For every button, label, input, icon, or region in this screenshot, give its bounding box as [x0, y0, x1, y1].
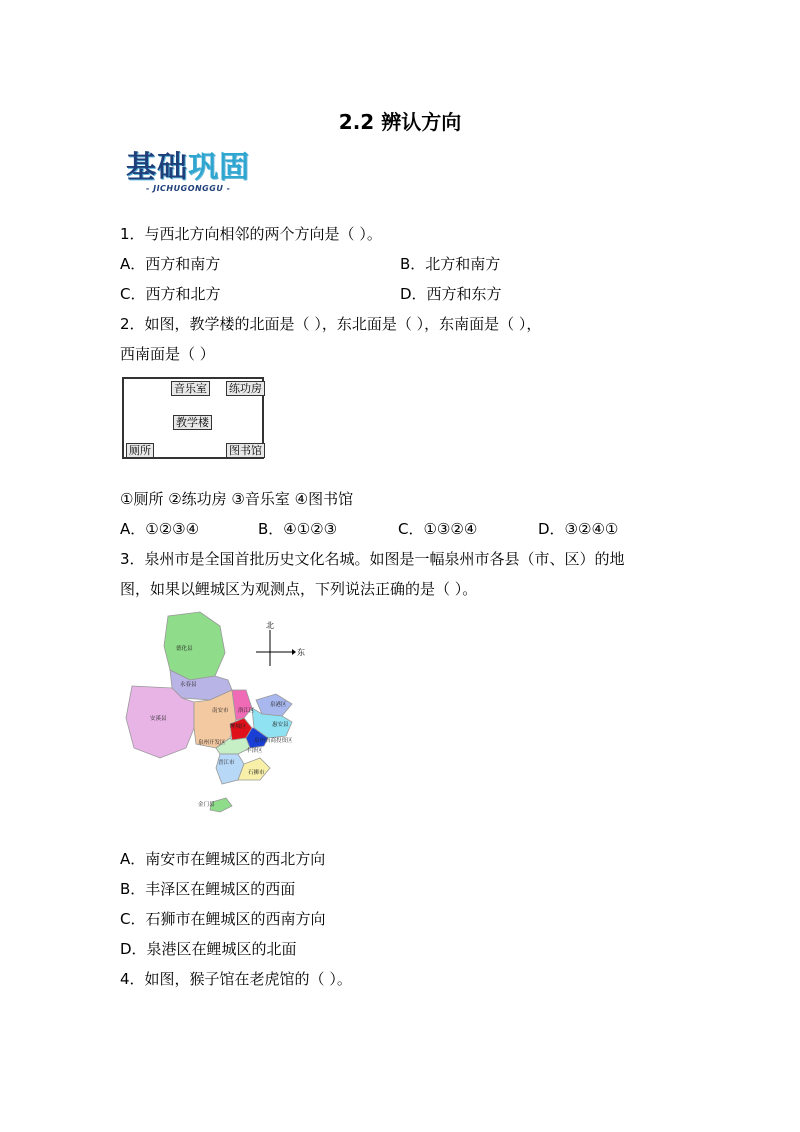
label-yongchun: 永春县 — [180, 682, 197, 688]
q1-option-c: C．西方和北方 — [120, 285, 221, 303]
q3-option-c: C．石狮市在鲤城区的西南方向 — [120, 910, 326, 928]
room-teaching: 教学楼 — [173, 415, 212, 430]
section-badge — [126, 150, 266, 194]
q3-option-b: B．丰泽区在鲤城区的西面 — [120, 880, 296, 898]
q2-option-a: A．①②③④ — [120, 520, 200, 538]
q1-option-a: A．西方和南方 — [120, 255, 221, 273]
label-luojiang: 洛江区 — [238, 708, 255, 714]
label-kaifa: 泉州开发区 — [198, 740, 226, 746]
compass-north: 北 — [266, 621, 274, 630]
label-fengze: 丰泽区 — [246, 748, 263, 754]
label-quangang: 泉港区 — [270, 702, 287, 708]
badge-title-part-2: 巩固 — [188, 150, 250, 185]
q3-option-a: A．南安市在鲤城区的西北方向 — [120, 850, 326, 868]
q3-stem-line-2: 图，如果以鲤城区为观测点，下列说法正确的是（ ）。 — [120, 580, 478, 598]
q3-option-d: D．泉港区在鲤城区的北面 — [120, 940, 297, 958]
q1-stem: 1．与西北方向相邻的两个方向是（ ）。 — [120, 225, 382, 243]
q1-option-b: B．北方和南方 — [400, 255, 501, 273]
badge-subtitle: - JICHUGONGGU - — [146, 184, 231, 193]
label-jinmen: 金门县 — [198, 802, 215, 808]
label-jinjiang: 晋江市 — [218, 760, 235, 766]
q2-option-d: D．③②④① — [538, 520, 619, 538]
room-toilet: 厕所 — [126, 443, 154, 458]
page-title: 2.2 辨认方向 — [338, 110, 462, 134]
label-nanan: 南安市 — [212, 708, 229, 714]
q2-choices: ①厕所 ②练功房 ③音乐室 ④图书馆 — [120, 490, 354, 508]
region-dehua — [164, 612, 225, 680]
compass-east: 东 — [297, 648, 305, 657]
q3-stem-line-1: 3．泉州市是全国首批历史文化名城。如图是一幅泉州市各县（市、区）的地 — [120, 550, 625, 568]
q2-stem-line-2: 西南面是（ ） — [120, 345, 215, 363]
room-music: 音乐室 — [171, 381, 210, 396]
quanzhou-map — [120, 608, 310, 818]
q2-stem-line-1: 2．如图，教学楼的北面是（ ），东北面是（ ），东南面是（ ）， — [120, 315, 542, 333]
room-library: 图书馆 — [226, 443, 265, 458]
label-shishi: 石狮市 — [248, 770, 265, 776]
q1-options-row-1 — [120, 254, 501, 274]
q2-option-c: C．①③②④ — [398, 520, 478, 538]
room-practice: 练功房 — [226, 381, 265, 396]
school-layout-diagram — [122, 377, 264, 459]
region-luojiang — [232, 690, 252, 720]
label-dehua: 德化县 — [176, 646, 193, 652]
q4-stem: 4．如图，猴子馆在老虎馆的（ ）。 — [120, 970, 352, 988]
label-taishang: 泉州台商投资区 — [254, 738, 293, 744]
q1-options-row-2 — [120, 284, 502, 304]
label-huian: 惠安县 — [272, 722, 289, 728]
badge-title-part-1: 基础 — [126, 150, 188, 185]
label-anxi: 安溪县 — [150, 716, 167, 722]
q2-option-b: B．④①②③ — [258, 520, 338, 538]
q2-options-row — [120, 519, 660, 539]
badge-title — [126, 150, 250, 186]
q1-option-d: D．西方和东方 — [400, 285, 502, 303]
compass-icon — [256, 630, 296, 666]
label-licheng: 鲤城区 — [230, 724, 247, 730]
